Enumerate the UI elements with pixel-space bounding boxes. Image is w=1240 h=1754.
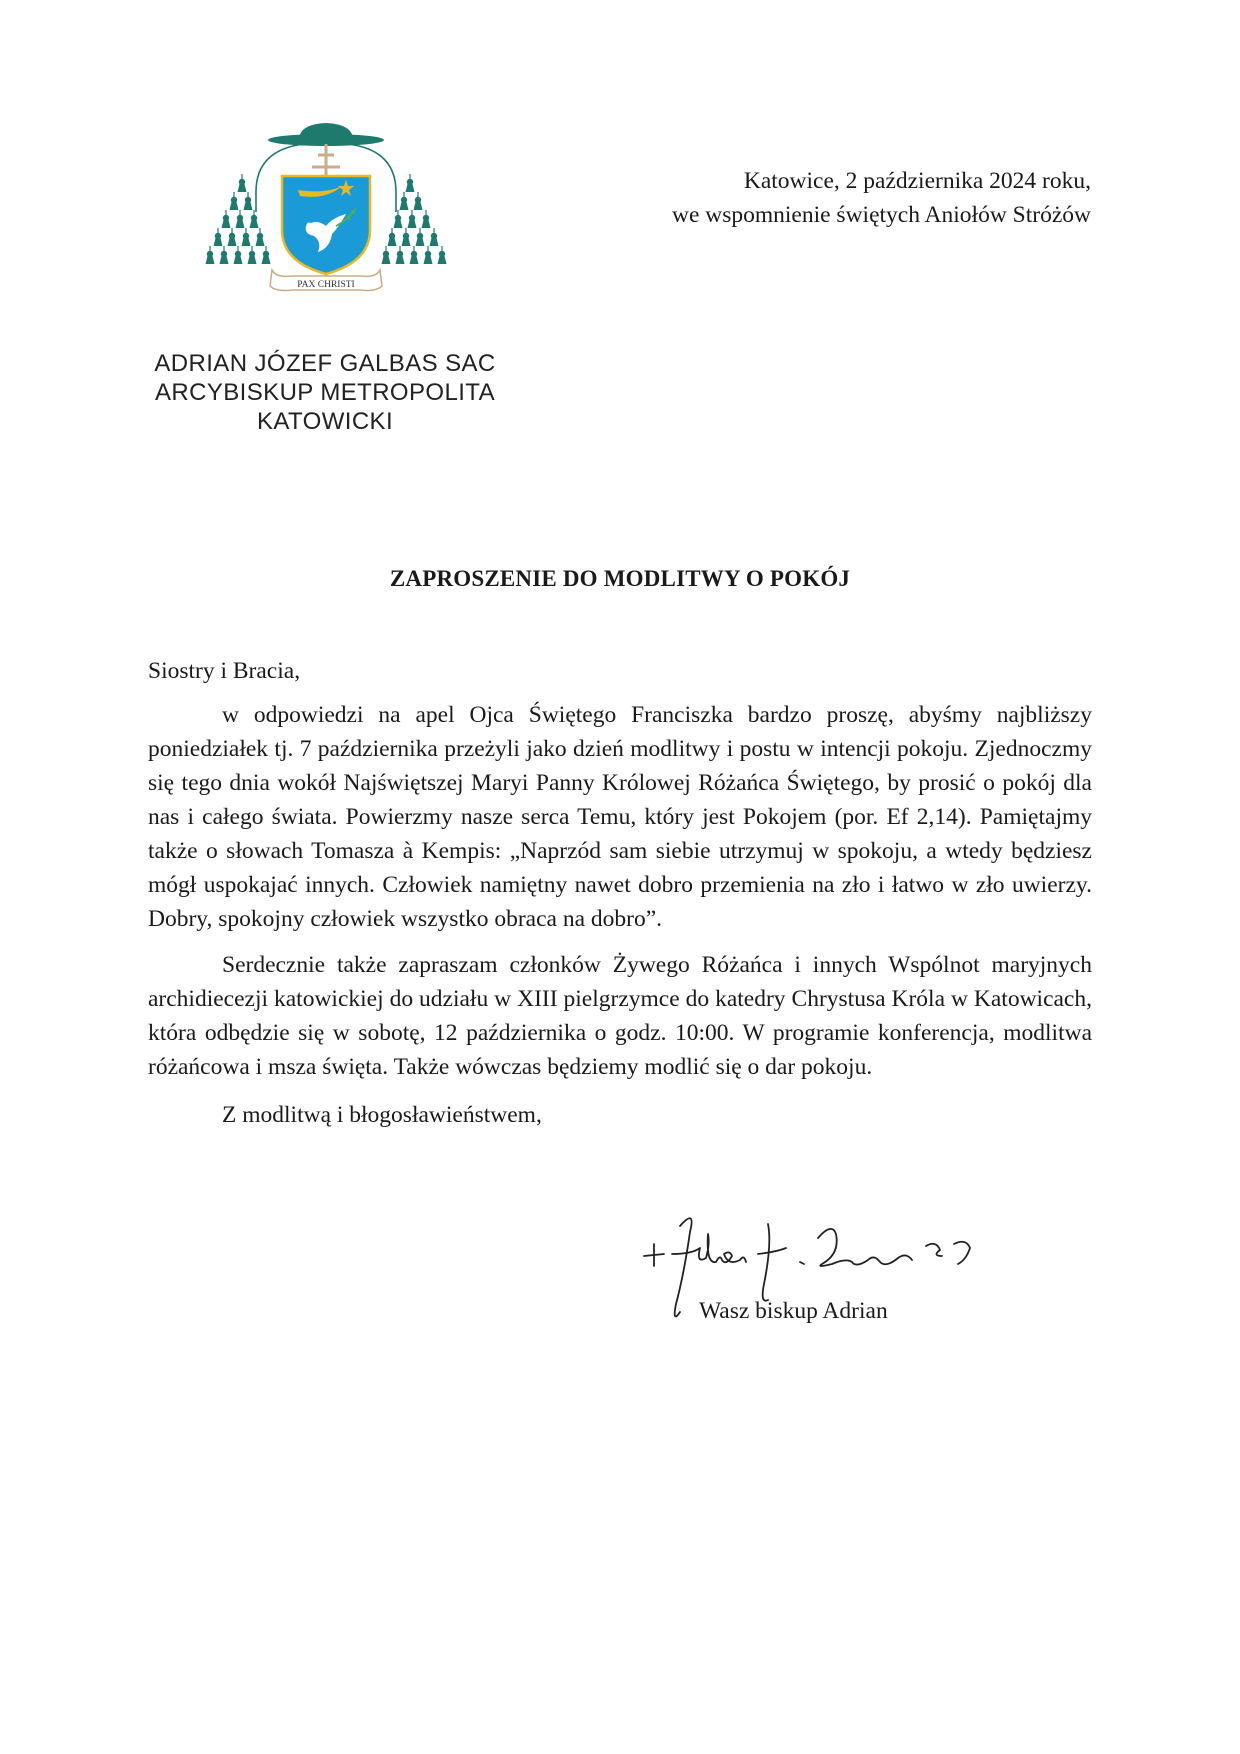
issuer-block: [140, 349, 510, 436]
closing: Z modlitwą i błogosławieństwem,: [222, 1102, 542, 1128]
left-tassels: [206, 174, 271, 264]
paragraph-1: w odpowiedzi na apel Ojca Świętego Franciszka bardzo proszę, abyśmy najbliższy poniedziałek tj. 7 października przeżyli jako dzień modlitwy i postu w intencji pokoju. Zjednoczmy się tego dnia wokół Najświętszej Maryi Panny Królowej Różańca Świętego, by prosić o pokój dla nas i całego świata. Powierzmy nasze serca Temu, który jest Pokojem (por. Ef 2,14). Pamiętajmy także o słowach Tomasza à Kempis: „Naprzód sam siebie utrzymuj w spokoju, a wtedy będziesz mógł uspokajać innych. Człowiek namiętny nawet dobro przemienia na zło i łatwo w zło uwierzy. Dobry, spokojny człowiek wszystko obraca na dobro”.: [148, 702, 1092, 932]
dateline-occasion: we wspomnienie świętych Aniołów Stróżów: [671, 202, 1091, 228]
paragraph-2: Serdecznie także zapraszam członków Żywego Różańca i innych Wspólnot maryjnych archidiecezji katowickiej do udziału w XIII pielgrzymce do katedry Chrystusa Króla w Katowicach, która odbędzie się w sobotę, 12 października o godz. 10:00. W programie konferencja, modlitwa różańcowa i msza święta. Także wówczas będziemy modlić się o dar pokoju.: [148, 952, 1092, 1080]
dateline-place-date: Katowice, 2 października 2024 roku,: [743, 168, 1091, 194]
motto-text: PAX CHRISTI: [297, 280, 355, 290]
letter-title: ZAPROSZENIE DO MODLITWY O POKÓJ: [389, 566, 851, 591]
issuer-name: ADRIAN JÓZEF GALBAS SAC: [154, 350, 496, 377]
right-tassels: [382, 174, 447, 264]
signed-by: Wasz biskup Adrian: [699, 1298, 888, 1324]
issuer-title: ARCYBISKUP METROPOLITA: [155, 379, 495, 406]
letter-body: [148, 654, 1092, 1132]
salutation: Siostry i Bracia,: [148, 658, 301, 684]
issuer-diocese: KATOWICKI: [256, 408, 394, 435]
coat-of-arms: [196, 122, 456, 332]
dateline: [672, 164, 1091, 232]
